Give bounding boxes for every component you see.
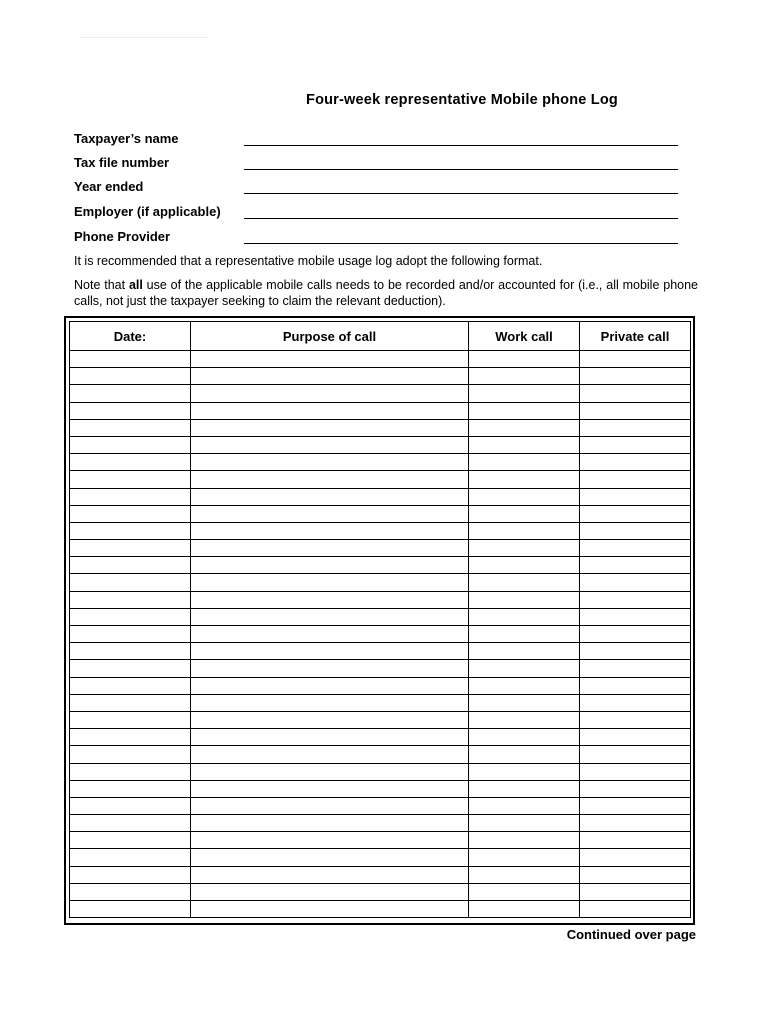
cell-private-call[interactable] xyxy=(580,832,691,849)
field-phone-provider[interactable] xyxy=(74,229,678,247)
cell-work-call[interactable] xyxy=(469,557,580,574)
cell-purpose[interactable] xyxy=(191,557,469,574)
field-input-line[interactable] xyxy=(244,193,678,194)
field-label: Employer (if applicable) xyxy=(74,204,221,219)
cell-purpose[interactable] xyxy=(191,832,469,849)
cell-private-call[interactable] xyxy=(580,574,691,591)
table-row xyxy=(70,402,691,419)
field-input-line[interactable] xyxy=(244,145,678,146)
cell-purpose[interactable] xyxy=(191,402,469,419)
call-log-table-frame xyxy=(64,316,695,925)
call-log-table xyxy=(69,321,691,918)
cell-purpose[interactable] xyxy=(191,454,469,471)
cell-private-call[interactable] xyxy=(580,368,691,385)
field-input-line[interactable] xyxy=(244,218,678,219)
cell-purpose[interactable] xyxy=(191,608,469,625)
field-label: Taxpayer’s name xyxy=(74,131,179,146)
table-row xyxy=(70,746,691,763)
header-rule xyxy=(80,37,208,38)
cell-purpose[interactable] xyxy=(191,694,469,711)
cell-private-call[interactable] xyxy=(580,471,691,488)
cell-purpose[interactable] xyxy=(191,866,469,883)
cell-work-call[interactable] xyxy=(469,574,580,591)
table-row xyxy=(70,780,691,797)
table-row xyxy=(70,436,691,453)
table-row xyxy=(70,883,691,900)
cell-private-call[interactable] xyxy=(580,694,691,711)
table-row xyxy=(70,815,691,832)
cell-work-call[interactable] xyxy=(469,626,580,643)
continued-note: Continued over page xyxy=(566,927,696,942)
cell-purpose[interactable] xyxy=(191,883,469,900)
intro-text: It is recommended that a representative mobile usage log adopt the following format. xyxy=(74,254,543,268)
table-row xyxy=(70,677,691,694)
field-year-ended[interactable] xyxy=(74,179,678,197)
table-row xyxy=(70,608,691,625)
cell-purpose[interactable] xyxy=(191,849,469,866)
cell-private-call[interactable] xyxy=(580,419,691,436)
cell-private-call[interactable] xyxy=(580,626,691,643)
cell-private-call[interactable] xyxy=(580,385,691,402)
cell-purpose[interactable] xyxy=(191,591,469,608)
cell-work-call[interactable] xyxy=(469,746,580,763)
cell-private-call[interactable] xyxy=(580,660,691,677)
cell-purpose[interactable] xyxy=(191,780,469,797)
cell-private-call[interactable] xyxy=(580,557,691,574)
table-row xyxy=(70,694,691,711)
table-row xyxy=(70,797,691,814)
cell-private-call[interactable] xyxy=(580,711,691,728)
cell-date[interactable] xyxy=(70,694,191,711)
table-row xyxy=(70,591,691,608)
cell-purpose[interactable] xyxy=(191,797,469,814)
cell-work-call[interactable] xyxy=(469,419,580,436)
cell-work-call[interactable] xyxy=(469,540,580,557)
field-tax-file-number[interactable] xyxy=(74,155,678,173)
cell-private-call[interactable] xyxy=(580,849,691,866)
cell-work-call[interactable] xyxy=(469,522,580,539)
table-row xyxy=(70,849,691,866)
cell-date[interactable] xyxy=(70,729,191,746)
cell-date[interactable] xyxy=(70,351,191,368)
table-row xyxy=(70,763,691,780)
cell-work-call[interactable] xyxy=(469,763,580,780)
table-row xyxy=(70,488,691,505)
cell-work-call[interactable] xyxy=(469,711,580,728)
cell-purpose[interactable] xyxy=(191,746,469,763)
cell-purpose[interactable] xyxy=(191,471,469,488)
cell-purpose[interactable] xyxy=(191,419,469,436)
table-row xyxy=(70,505,691,522)
cell-purpose[interactable] xyxy=(191,729,469,746)
table-body xyxy=(70,351,691,918)
table-row xyxy=(70,832,691,849)
table-row xyxy=(70,557,691,574)
table-row xyxy=(70,454,691,471)
cell-date[interactable] xyxy=(70,608,191,625)
table-row xyxy=(70,368,691,385)
note-emphasis: all xyxy=(128,278,143,292)
cell-purpose[interactable] xyxy=(191,505,469,522)
table-row xyxy=(70,626,691,643)
cell-date[interactable] xyxy=(70,746,191,763)
cell-work-call[interactable] xyxy=(469,505,580,522)
cell-work-call[interactable] xyxy=(469,883,580,900)
cell-purpose[interactable] xyxy=(191,901,469,918)
cell-work-call[interactable] xyxy=(469,815,580,832)
cell-private-call[interactable] xyxy=(580,643,691,660)
cell-date[interactable] xyxy=(70,402,191,419)
cell-private-call[interactable] xyxy=(580,402,691,419)
cell-purpose[interactable] xyxy=(191,368,469,385)
cell-work-call[interactable] xyxy=(469,436,580,453)
cell-work-call[interactable] xyxy=(469,677,580,694)
cell-date[interactable] xyxy=(70,866,191,883)
cell-purpose[interactable] xyxy=(191,660,469,677)
cell-private-call[interactable] xyxy=(580,351,691,368)
cell-date[interactable] xyxy=(70,368,191,385)
cell-purpose[interactable] xyxy=(191,488,469,505)
page-title: Four-week representative Mobile phone Log xyxy=(306,92,618,108)
cell-date[interactable] xyxy=(70,901,191,918)
cell-private-call[interactable] xyxy=(580,729,691,746)
cell-private-call[interactable] xyxy=(580,505,691,522)
cell-private-call[interactable] xyxy=(580,815,691,832)
cell-date[interactable] xyxy=(70,780,191,797)
column-header-date: Date: xyxy=(70,322,191,351)
cell-date[interactable] xyxy=(70,540,191,557)
cell-work-call[interactable] xyxy=(469,832,580,849)
cell-date[interactable] xyxy=(70,471,191,488)
cell-work-call[interactable] xyxy=(469,660,580,677)
field-label: Year ended xyxy=(74,179,144,194)
cell-private-call[interactable] xyxy=(580,797,691,814)
cell-purpose[interactable] xyxy=(191,351,469,368)
cell-work-call[interactable] xyxy=(469,849,580,866)
cell-private-call[interactable] xyxy=(580,883,691,900)
cell-private-call[interactable] xyxy=(580,591,691,608)
note-text xyxy=(74,277,698,309)
cell-private-call[interactable] xyxy=(580,866,691,883)
table-row xyxy=(70,522,691,539)
cell-date[interactable] xyxy=(70,677,191,694)
cell-date[interactable] xyxy=(70,505,191,522)
cell-work-call[interactable] xyxy=(469,591,580,608)
field-label: Phone Provider xyxy=(74,229,171,244)
cell-purpose[interactable] xyxy=(191,385,469,402)
column-header-private-call: Private call xyxy=(580,322,691,351)
cell-private-call[interactable] xyxy=(580,522,691,539)
column-header-purpose: Purpose of call xyxy=(191,322,469,351)
table-row xyxy=(70,729,691,746)
cell-private-call[interactable] xyxy=(580,608,691,625)
table-row xyxy=(70,660,691,677)
cell-work-call[interactable] xyxy=(469,694,580,711)
cell-date[interactable] xyxy=(70,832,191,849)
cell-purpose[interactable] xyxy=(191,643,469,660)
cell-date[interactable] xyxy=(70,711,191,728)
table-row xyxy=(70,711,691,728)
cell-work-call[interactable] xyxy=(469,402,580,419)
field-employer[interactable] xyxy=(74,204,678,222)
cell-purpose[interactable] xyxy=(191,574,469,591)
cell-date[interactable] xyxy=(70,488,191,505)
table-row xyxy=(70,574,691,591)
cell-private-call[interactable] xyxy=(580,488,691,505)
cell-private-call[interactable] xyxy=(580,780,691,797)
cell-work-call[interactable] xyxy=(469,901,580,918)
table-row xyxy=(70,901,691,918)
cell-work-call[interactable] xyxy=(469,780,580,797)
cell-work-call[interactable] xyxy=(469,368,580,385)
cell-private-call[interactable] xyxy=(580,746,691,763)
cell-date[interactable] xyxy=(70,385,191,402)
cell-work-call[interactable] xyxy=(469,488,580,505)
cell-date[interactable] xyxy=(70,557,191,574)
cell-work-call[interactable] xyxy=(469,351,580,368)
cell-date[interactable] xyxy=(70,643,191,660)
table-row xyxy=(70,351,691,368)
cell-date[interactable] xyxy=(70,797,191,814)
cell-work-call[interactable] xyxy=(469,729,580,746)
cell-purpose[interactable] xyxy=(191,677,469,694)
cell-work-call[interactable] xyxy=(469,385,580,402)
table-row xyxy=(70,385,691,402)
cell-work-call[interactable] xyxy=(469,471,580,488)
column-header-work-call: Work call xyxy=(469,322,580,351)
cell-date[interactable] xyxy=(70,591,191,608)
cell-date[interactable] xyxy=(70,436,191,453)
cell-date[interactable] xyxy=(70,454,191,471)
cell-purpose[interactable] xyxy=(191,711,469,728)
cell-private-call[interactable] xyxy=(580,540,691,557)
cell-work-call[interactable] xyxy=(469,608,580,625)
cell-work-call[interactable] xyxy=(469,866,580,883)
field-input-line[interactable] xyxy=(244,169,678,170)
cell-date[interactable] xyxy=(70,626,191,643)
field-input-line[interactable] xyxy=(244,243,678,244)
cell-date[interactable] xyxy=(70,815,191,832)
cell-private-call[interactable] xyxy=(580,454,691,471)
cell-private-call[interactable] xyxy=(580,677,691,694)
cell-purpose[interactable] xyxy=(191,522,469,539)
cell-work-call[interactable] xyxy=(469,797,580,814)
cell-date[interactable] xyxy=(70,522,191,539)
cell-purpose[interactable] xyxy=(191,436,469,453)
cell-private-call[interactable] xyxy=(580,436,691,453)
cell-purpose[interactable] xyxy=(191,626,469,643)
table-row xyxy=(70,866,691,883)
cell-date[interactable] xyxy=(70,883,191,900)
table-row xyxy=(70,643,691,660)
note-after: use of the applicable mobile calls needs to be recorded and/or accounted for (i.e., all mobile phone calls, not just the taxpayer seeking to claim the relevant deduction). xyxy=(74,278,699,308)
cell-private-call[interactable] xyxy=(580,763,691,780)
table-row xyxy=(70,540,691,557)
table-header-row xyxy=(70,322,691,351)
cell-date[interactable] xyxy=(70,574,191,591)
cell-date[interactable] xyxy=(70,419,191,436)
cell-work-call[interactable] xyxy=(469,454,580,471)
note-before: Note that xyxy=(74,278,129,292)
cell-date[interactable] xyxy=(70,849,191,866)
cell-purpose[interactable] xyxy=(191,815,469,832)
cell-work-call[interactable] xyxy=(469,643,580,660)
cell-date[interactable] xyxy=(70,763,191,780)
cell-date[interactable] xyxy=(70,660,191,677)
field-label: Tax file number xyxy=(74,155,170,170)
table-row xyxy=(70,419,691,436)
field-taxpayer-name[interactable] xyxy=(74,131,678,149)
table-row xyxy=(70,471,691,488)
cell-purpose[interactable] xyxy=(191,540,469,557)
cell-purpose[interactable] xyxy=(191,763,469,780)
cell-private-call[interactable] xyxy=(580,901,691,918)
